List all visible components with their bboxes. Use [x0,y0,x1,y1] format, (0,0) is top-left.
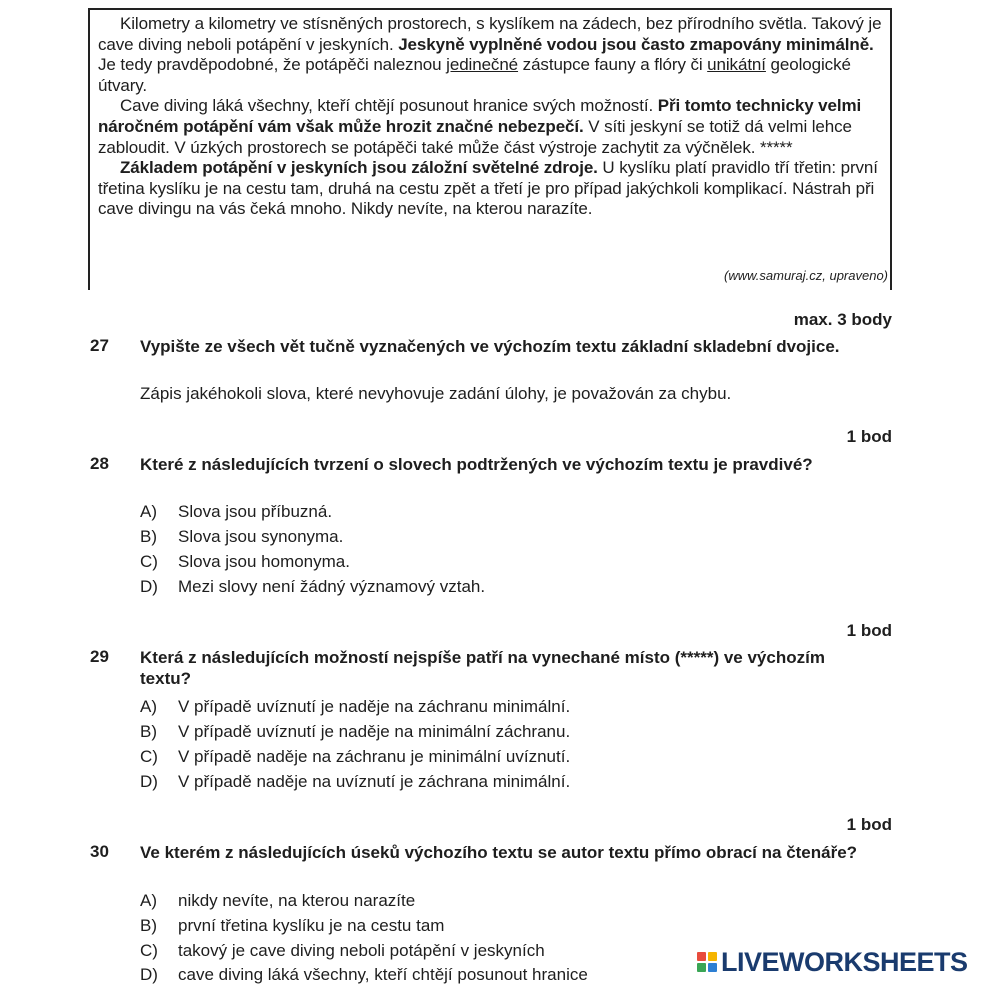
question-text-27: Vypište ze všech vět tučně vyznačených ve výchozím textu základní skladební dvojice. [140,337,840,356]
underlined-word-1: jedinečné [446,55,519,75]
option-30-b[interactable]: B) první třetina kyslíku je na cestu tam [140,916,445,935]
question-text-29: Která z následujících možností nejspíše patří na vynechané místo (*****) ve výchozím textu? [140,648,825,688]
question-text-28: Které z následujících tvrzení o slovech podtržených ve výchozím textu je pravdivé? [140,455,813,474]
option-28-b[interactable]: B) Slova jsou synonyma. [140,527,344,546]
source-paragraph-2: Cave diving láká všechny, kteří chtějí posunout hranice svých možností. Při tomto technicky velmi náročném potápění vám však může hrozit značné nebezpečí. V síti jeskyní se totiž dá velmi lehce zabloudit. V úzkých prostorech se potápěči také může část výstroje zachytit za výčnělek. ***** [98,96,862,157]
watermark-text: LIVEWORKSHEETS [721,946,968,977]
option-28-a[interactable]: A) Slova jsou příbuzná. [140,502,333,521]
question-instruction-27: Zápis jakéhokoli slova, které nevyhovuje zadání úlohy, je považován za chybu. [140,384,732,403]
points-label-29: 1 bod [846,621,892,640]
option-28-d[interactable]: D) Mezi slovy není žádný významový vztah. [140,577,486,596]
underlined-word-2: unikátní [707,55,766,75]
question-number-30: 30 [90,842,109,861]
option-29-b[interactable]: B) V případě uvíznutí je naděje na minimální záchranu. [140,722,571,741]
points-label-27: max. 3 body [793,310,892,329]
option-29-c[interactable]: C) V případě naděje na záchranu je minimální uvíznutí. [140,747,571,766]
source-text [98,14,882,220]
question-number-28: 28 [90,454,109,473]
logo-block-green [697,963,706,972]
liveworksheets-watermark [697,947,968,977]
option-29-a[interactable]: A) V případě uvíznutí je naděje na záchranu minimální. [140,697,571,716]
logo-block-blue [708,963,717,972]
liveworksheets-logo-icon [697,952,717,972]
source-paragraph-3: Základem potápění v jeskyních jsou záložní světelné zdroje. U kyslíku platí pravidlo tří třetin: první třetina kyslíku je na cestu tam, druhá na cestu zpět a třetí je pro případ jakýchkoli komplikací. Nástrah při cave divingu na vás čeká mnoho. Nikdy nevíte, na kterou narazíte. [98,158,878,219]
option-30-a[interactable]: A) nikdy nevíte, na kterou narazíte [140,891,416,910]
points-label-30: 1 bod [846,815,892,834]
logo-block-red [697,952,706,961]
option-30-d[interactable]: D) cave diving láká všechny, kteří chtějí posunout hranice [140,965,588,984]
option-30-c[interactable]: C) takový je cave diving neboli potápění v jeskyních [140,941,545,960]
option-28-c[interactable]: C) Slova jsou homonyma. [140,552,350,571]
question-text-30: Ve kterém z následujících úseků výchozího textu se autor textu přímo obrací na čtenáře? [140,843,858,862]
points-label-28: 1 bod [846,427,892,446]
option-29-d[interactable]: D) V případě naděje na uvíznutí je záchrana minimální. [140,772,571,791]
source-citation: (www.samuraj.cz, upraveno) [724,268,888,283]
source-paragraph-1: Kilometry a kilometry ve stísněných prostorech, s kyslíkem na zádech, bez přírodního světla. Takový je cave diving neboli potápění v jeskyních. Jeskyně vyplněné vodou jsou často zmapovány minimálně. Je tedy pravděpodobné, že potápěči naleznou jedinečné zástupce fauny a flóry či unikátní geologické útvary. [98,14,882,95]
logo-block-yellow [708,952,717,961]
question-number-29: 29 [90,647,109,666]
question-number-27: 27 [90,336,109,355]
